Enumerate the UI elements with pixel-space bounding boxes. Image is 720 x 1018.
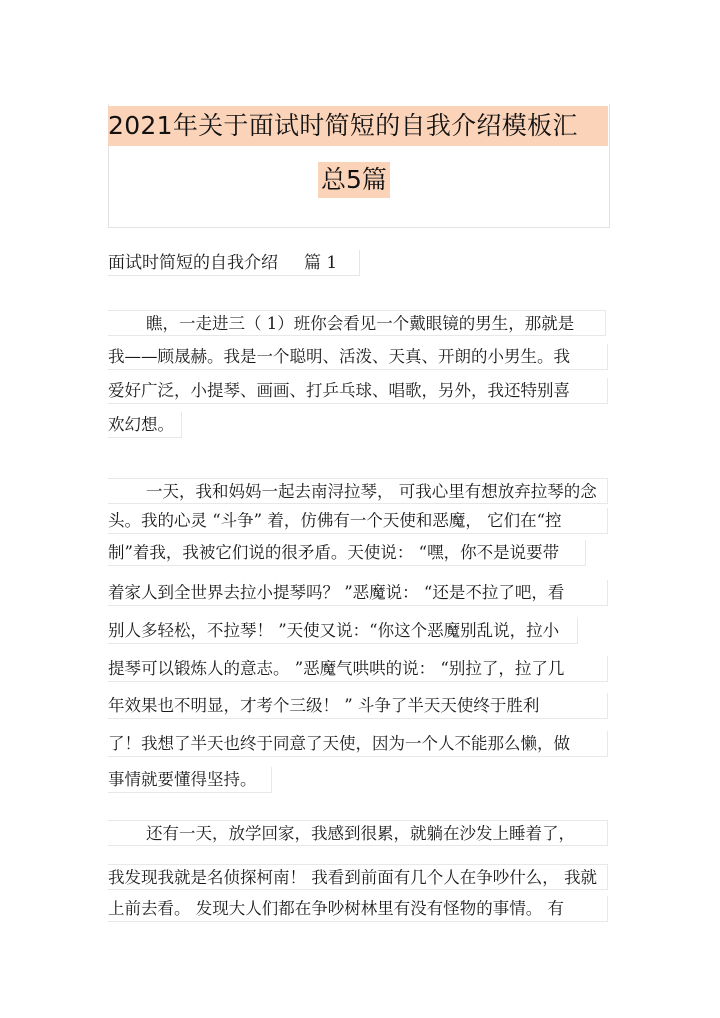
paragraph-2-line-8: 了！我想了半天也终于同意了天使，因为一个人不能那么懒，做 (108, 731, 608, 757)
paragraph-3-line-2: 我发现我就是名侦探柯南！ 我看到前面有几个人在争吵什么， 我就 (108, 864, 608, 890)
paragraph-3-line-3: 上前去看。 发现大人们都在争吵树林里有没有怪物的事情。 有 (108, 896, 608, 922)
paragraph-3-line-1: 还有一天，放学回家，我感到很累，就躺在沙发上睡着了， (108, 820, 608, 846)
paragraph-2-line-3: 制”着我，我被它们说的很矛盾。天使说： “嘿，你不是说要带 (108, 540, 586, 566)
paragraph-2-line-7: 年效果也不明显，才考个三级！ ” 斗争了半天天使终于胜利 (108, 693, 608, 719)
paragraph-2-line-2: 头。我的心灵 “斗争” 着，仿佛有一个天使和恶魔， 它们在“控 (108, 508, 608, 534)
paragraph-1-line-4: 欢幻想。 (108, 412, 182, 438)
section-heading-title: 面试时简短的自我介绍 (108, 253, 278, 273)
section-heading-number: 篇 1 (304, 253, 338, 273)
paragraph-1-line-1: 瞧，一走进三（ 1）班你会看见一个戴眼镜的男生，那就是 (108, 310, 606, 336)
paragraph-2-line-6: 提琴可以锻炼人的意志。 ”恶魔气哄哄的说： “别拉了，拉了几 (108, 656, 608, 682)
document-title-line-2: 总5篇 (318, 162, 390, 198)
paragraph-2-line-1: 一天，我和妈妈一起去南浔拉琴， 可我心里有想放弃拉琴的念 (108, 478, 608, 504)
paragraph-2-line-9: 事情就要懂得坚持。 (108, 767, 272, 793)
paragraph-2-line-5: 别人多轻松，不拉琴！ ”天使又说：“你这个恶魔别乱说，拉小 (108, 618, 578, 644)
document-title-line-1: 2021年关于面试时简短的自我介绍模板汇 (108, 106, 608, 146)
paragraph-1-line-3: 爱好广泛，小提琴、画画、打乒乓球、唱歌，另外，我还特别喜 (108, 378, 608, 404)
paragraph-1-line-2: 我——顾晟赫。我是一个聪明、活泼、天真、开朗的小男生。我 (108, 344, 608, 370)
paragraph-2-line-4: 着家人到全世界去拉小提琴吗？ ”恶魔说： “还是不拉了吧，看 (108, 580, 608, 606)
section-heading (108, 250, 360, 276)
